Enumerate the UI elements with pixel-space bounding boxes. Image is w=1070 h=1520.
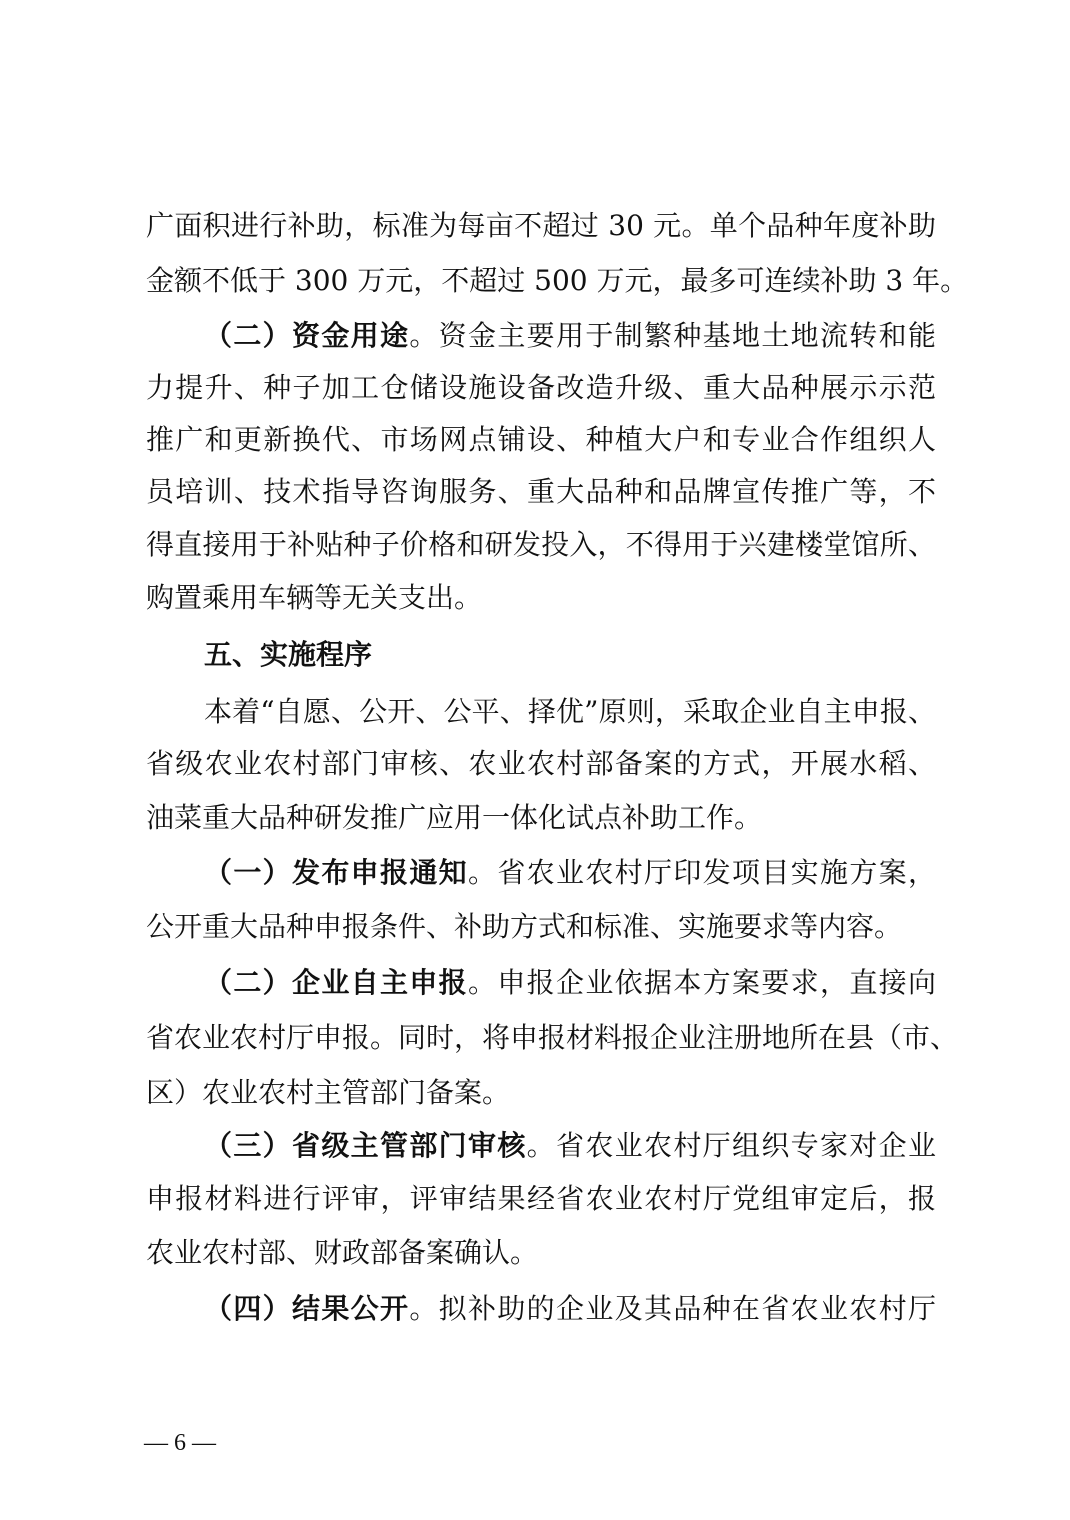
body-line (204, 313, 936, 359)
body-line: 区）农业农村主管部门备案。 (146, 1076, 511, 1109)
body-text: 。拟补助的企业及其品种在省农业农村厅 (409, 1292, 936, 1325)
body-line: 金额不低于 300 万元，不超过 500 万元，最多可连续补助 3 年。 (146, 264, 969, 297)
subsection-heading: （三）省级主管部门审核 (204, 1129, 527, 1162)
subsection-heading: （二）资金用途 (204, 319, 410, 352)
body-line: 省级农业农村部门审核、农业农村部备案的方式，开展水稻、 (146, 747, 936, 780)
section-heading: 五、实施程序 (204, 638, 373, 671)
body-line: 得直接用于补贴种子价格和研发投入，不得用于兴建楼堂馆所、 (146, 528, 936, 561)
subsection-heading: （一）发布申报通知 (204, 856, 468, 889)
body-line: 公开重大品种申报条件、补助方式和标准、实施要求等内容。 (146, 910, 903, 943)
subsection-heading: （二）企业自主申报 (204, 966, 468, 999)
body-line: 购置乘用车辆等无关支出。 (146, 581, 483, 614)
body-text: 。省农业农村厅印发项目实施方案， (468, 856, 936, 889)
body-line: 力提升、种子加工仓储设施设备改造升级、重大品种展示示范 (146, 371, 936, 404)
body-line: 广面积进行补助，标准为每亩不超过 30 元。单个品种年度补助 (146, 209, 936, 242)
body-line: 推广和更新换代、市场网点铺设、种植大户和专业合作组织人 (146, 423, 936, 456)
body-text: 。申报企业依据本方案要求，直接向 (468, 966, 936, 999)
body-line: 本着“自愿、公开、公平、择优”原则，采取企业自主申报、 (204, 695, 936, 728)
body-line (204, 960, 936, 1006)
subsection-heading: （四）结果公开 (204, 1292, 410, 1325)
body-line: 油菜重大品种研发推广应用一体化试点补助工作。 (146, 801, 763, 834)
body-text: 。资金主要用于制繁种基地土地流转和能 (409, 319, 936, 352)
page-number: — 6 — (144, 1430, 216, 1456)
body-line (204, 1286, 936, 1332)
body-line: 申报材料进行评审，评审结果经省农业农村厅党组审定后，报 (146, 1182, 936, 1215)
body-line: 农业农村部、财政部备案确认。 (146, 1236, 539, 1269)
body-line: 员培训、技术指导咨询服务、重大品种和品牌宣传推广等，不 (146, 475, 936, 508)
body-line (204, 1123, 936, 1169)
body-text: 。省农业农村厅组织专家对企业 (526, 1129, 936, 1162)
body-line (204, 850, 936, 896)
body-line: 省农业农村厅申报。同时，将申报材料报企业注册地所在县（市、 (146, 1021, 959, 1054)
